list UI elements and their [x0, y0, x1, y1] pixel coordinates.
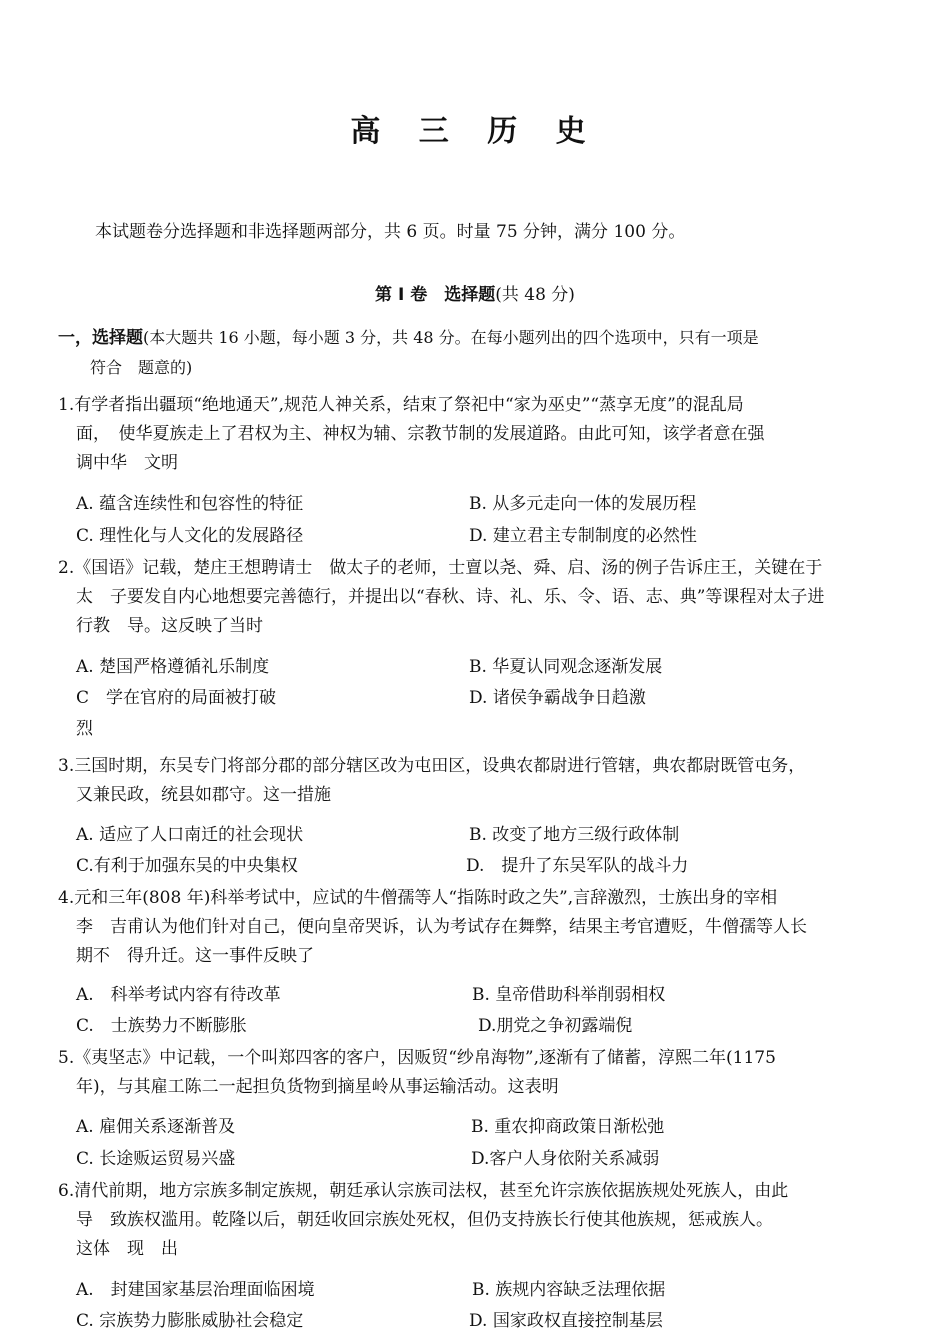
option-c: C. 宗族势力膨胀威胁社会稳定	[76, 1311, 304, 1331]
option-d: D.朋党之争初露端倪	[478, 1016, 633, 1036]
question-4	[58, 884, 898, 971]
option-a: A. 蕴含连续性和包容性的特征	[76, 494, 304, 514]
question-text: 又兼民政，统县如郡守。这一措施	[76, 785, 331, 805]
option-a: A. 楚国严格遵循礼乐制度	[76, 657, 270, 677]
option-a: A. 适应了人口南迁的社会现状	[76, 825, 304, 845]
option-d: D. 诸侯争霸战争日趋激	[469, 688, 646, 708]
option-b: B. 华夏认同观念逐渐发展	[469, 657, 663, 677]
section-name: 第 I 卷 选择题	[375, 285, 496, 305]
question-text: 期不 得升迁。这一事件反映了	[76, 946, 314, 966]
question-text: 2.《国语》记载，楚庄王想聘请士 做太子的老师，士亶以尧、舜、启、汤的例子告诉庄王，关键在于	[58, 558, 823, 578]
section-score: (共 48 分)	[495, 285, 575, 305]
question-text: 3.三国时期，东吴专门将部分郡的部分辖区改为屯田区，设典农都尉进行管辖，典农都尉既管屯务，	[58, 756, 806, 776]
option-c: C 学在官府的局面被打破	[76, 688, 277, 708]
option-c: C. 长途贩运贸易兴盛	[76, 1149, 236, 1169]
question-5	[58, 1044, 898, 1102]
section-heading	[0, 280, 950, 305]
option-a: A. 雇佣关系逐渐普及	[76, 1117, 236, 1137]
page-title: 高 三 历 史	[350, 114, 600, 149]
question-text: 年)，与其雇工陈二一起担负货物到摘星岭从事运输活动。这表明	[76, 1077, 559, 1097]
question-2	[58, 554, 898, 641]
question-6	[58, 1177, 898, 1264]
option-d: D. 建立君主专制制度的必然性	[469, 526, 697, 546]
option-d: D.客户人身依附关系减弱	[471, 1149, 660, 1169]
part-instruction-2: 符合 题意的)	[90, 358, 193, 377]
question-text: 李 吉甫认为他们针对自己，便向皇帝哭诉，认为考试存在舞弊，结果主考官遭贬，牛僧孺等人长	[76, 917, 807, 937]
option-c: C. 士族势力不断膨胀	[76, 1016, 247, 1036]
option-b: B. 族规内容缺乏法理依据	[472, 1280, 666, 1300]
option-d: D. 国家政权直接控制基层	[469, 1311, 663, 1331]
option-a: A. 科举考试内容有待改革	[76, 985, 281, 1005]
question-3	[58, 752, 898, 810]
question-text: 6.清代前期，地方宗族多制定族规，朝廷承认宗族司法权，甚至允许宗族依据族规处死族人，由此	[58, 1181, 789, 1201]
option-b: B. 皇帝借助科举削弱相权	[472, 985, 666, 1005]
option-b: B. 从多元走向一体的发展历程	[469, 494, 697, 514]
option-c: C. 理性化与人文化的发展路径	[76, 526, 304, 546]
part-instruction-1: (本大题共 16 小题，每小题 3 分，共 48 分。在每小题列出的四个选项中，只有一项是	[143, 328, 759, 347]
question-text: 调中华 文明	[76, 453, 178, 473]
question-text: 行教 导。这反映了当时	[76, 616, 263, 636]
option-d: D. 提升了东吴军队的战斗力	[466, 856, 689, 876]
question-text: 5.《夷坚志》中记载，一个叫郑四客的客户，因贩贸“纱帛海物”,逐渐有了储蓄，淳熙二年(1175	[58, 1048, 776, 1068]
question-text: 1.有学者指出疆顼“绝地通天”,规范人神关系，结束了祭祀中“家为巫史”“蒸享无度”的混乱局	[58, 395, 744, 415]
question-text: 4.元和三年(808 年)科举考试中，应试的牛僧孺等人“指陈时政之失”,言辞激烈，士族出身的宰相	[58, 888, 778, 908]
option-c: C.有利于加强东吴的中央集权	[76, 856, 298, 876]
option-b: B. 改变了地方三级行政体制	[469, 825, 680, 845]
exam-intro: 本试题卷分选择题和非选择题两部分，共 6 页。时量 75 分钟，满分 100 分。	[95, 222, 686, 242]
question-text: 面， 使华夏族走上了君权为主、神权为辅、宗教节制的发展道路。由此可知，该学者意在强	[76, 424, 765, 444]
part-title: 一，选择题	[58, 328, 143, 348]
option-b: B. 重农抑商政策日渐松弛	[471, 1117, 665, 1137]
part-heading	[58, 323, 759, 382]
option-a: A. 封建国家基层治理面临困境	[76, 1280, 315, 1300]
question-text: 太 子要发自内心地想要完善德行，并提出以“春秋、诗、礼、乐、令、语、志、典”等课程对太子进	[76, 587, 825, 607]
question-text: 导 致族权滥用。乾隆以后，朝廷收回宗族处死权，但仍支持族长行使其他族规，惩戒族人。	[76, 1210, 773, 1230]
question-text: 这体 现 出	[76, 1239, 178, 1259]
question-1	[58, 391, 898, 478]
option-d-overflow: 烈	[76, 719, 93, 739]
